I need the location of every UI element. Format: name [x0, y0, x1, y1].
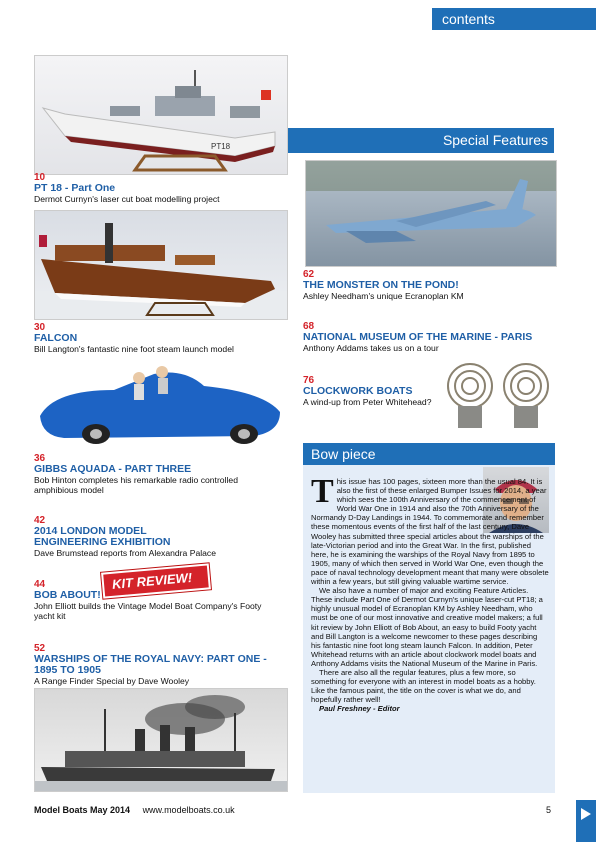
special-features-bar — [288, 128, 554, 153]
article-page-number: 68 — [303, 321, 315, 332]
falcon-launch-illustration — [35, 211, 287, 319]
warship-illustration — [35, 689, 287, 791]
pt18-boat-illustration — [35, 56, 287, 174]
ecranoplan-illustration — [306, 161, 556, 266]
contents-header-bar — [432, 8, 596, 30]
article-museum[interactable] — [303, 321, 558, 353]
article-page-number: 76 — [303, 375, 315, 386]
contents-label: contents — [442, 11, 495, 27]
next-page-tab[interactable] — [576, 800, 596, 842]
article-page-number: 30 — [34, 322, 46, 333]
article-description: A wind-up from Peter Whitehead? — [303, 397, 432, 407]
article-falcon[interactable] — [34, 322, 286, 354]
article-monster[interactable] — [303, 269, 558, 301]
article-pt18[interactable] — [34, 172, 286, 204]
article-description: Bob Hinton completes his remarkable radio controlled amphibious model — [34, 475, 238, 495]
bow-piece-text — [311, 473, 549, 714]
article-title: NATIONAL MUSEUM OF THE MARINE - PARIS — [303, 331, 533, 343]
article-exhibition[interactable] — [34, 515, 286, 558]
article-title: GIBBS AQUADA - PART THREE — [34, 463, 192, 475]
dropcap: T — [311, 473, 334, 510]
clockwork-photo — [440, 356, 558, 436]
article-clockwork[interactable] — [303, 375, 453, 407]
article-aquada[interactable] — [34, 453, 286, 495]
article-title: CLOCKWORK BOATS — [303, 385, 413, 397]
aquada-car-illustration — [34, 360, 286, 450]
bow-para-1: his issue has 100 pages, sixteen more than the usual 84. It is also the first of these enlarged Bumper Issues for 2014, a year which sees the 100th Anniversary of the commencement of World War One in 1914 and also the 70th Anniversary of the Normandy D-Day Landings in 1944. To commemorate and remember these momentous events of the first half of the last century, Dave Wooley has submitted three special articles about the warships of the late-Victorian period and into the Great War. In the first, published here, he is examining the warships of the Royal Navy from 1895 to 1905, many of which then served in World War One, even though the pace of naval technology development meant that many were obsolete within a few years, but still giving valuable wartime service. — [311, 477, 549, 587]
footer-page-number: 5 — [546, 805, 552, 815]
article-title: 2014 LONDON MODEL ENGINEERING EXHIBITION — [34, 525, 171, 548]
pt18-photo — [34, 55, 288, 175]
kit-review-label: KIT REVIEW! — [111, 569, 193, 592]
article-page-number: 52 — [34, 643, 46, 654]
article-title: THE MONSTER ON THE POND! — [303, 279, 459, 291]
article-warships[interactable] — [34, 643, 286, 686]
article-title: FALCON — [34, 332, 78, 344]
article-page-number: 44 — [34, 579, 46, 590]
article-description: Ashley Needham's unique Ecranoplan KM — [303, 291, 464, 301]
falcon-photo — [34, 210, 288, 320]
special-features-label: Special Features — [442, 132, 548, 148]
article-description: John Elliott builds the Vintage Model Boat Company's Footy yacht kit — [34, 601, 262, 621]
bow-piece-bar — [303, 443, 555, 465]
article-page-number: 42 — [34, 515, 46, 526]
pt18-hull-text: PT18 — [211, 142, 231, 151]
article-page-number: 10 — [34, 172, 46, 183]
article-page-number: 36 — [34, 453, 46, 464]
ecranoplan-photo — [305, 160, 557, 267]
footer-url[interactable]: www.modelboats.co.uk — [142, 805, 235, 815]
article-title: PT 18 - Part One — [34, 182, 116, 194]
warship-photo — [34, 688, 288, 792]
bow-para-3: There are also all the regular features, plus a few more, so something for everyone with an interest in model boats as a hobby. Like the famous paint, the title on the cover is what we do, and hopefully rather well! — [311, 667, 536, 705]
article-description: Dermot Curnyn's laser cut boat modelling project — [34, 194, 220, 204]
article-description: Anthony Addams takes us on a tour — [303, 343, 439, 353]
article-description: A Range Finder Special by Dave Wooley — [34, 676, 190, 686]
article-page-number: 62 — [303, 269, 315, 280]
editor-signature: Paul Freshney - Editor — [319, 704, 400, 714]
play-arrow-icon — [576, 800, 596, 842]
clockwork-springs-illustration — [440, 356, 558, 436]
bow-piece-box — [303, 465, 555, 793]
article-description: Dave Brumstead reports from Alexandra Palace — [34, 548, 216, 558]
article-title: BOB ABOUT! — [34, 589, 101, 601]
article-description: Bill Langton's fantastic nine foot steam launch model — [34, 344, 234, 354]
bow-piece-label: Bow piece — [311, 446, 376, 462]
footer-magazine: Model Boats May 2014 — [34, 805, 131, 815]
footer — [34, 805, 534, 815]
article-title: WARSHIPS OF THE ROYAL NAVY: PART ONE - 1895 TO 1905 — [34, 653, 267, 676]
bow-para-2: We also have a number of major and exciting Feature Articles. These include Part One of Dermot Curnyn's unique laser-cut PT18; a highly unusual model of Ecranoplan KM by Ashley Needham, who must be one of our most innovative and creative model makers; a full kit review by John Elliott of Bob About, an easy to build Footy yacht and Bill Langton is a welcome newcomer to these pages describing his fantastic nine foot long steam launch Falcon. In addition, Peter Whitehead returns with an article about clockwork model boats and Anthony Addams visits the National Museum of the Marine in Paris. — [311, 586, 543, 668]
aquada-photo — [34, 360, 286, 450]
